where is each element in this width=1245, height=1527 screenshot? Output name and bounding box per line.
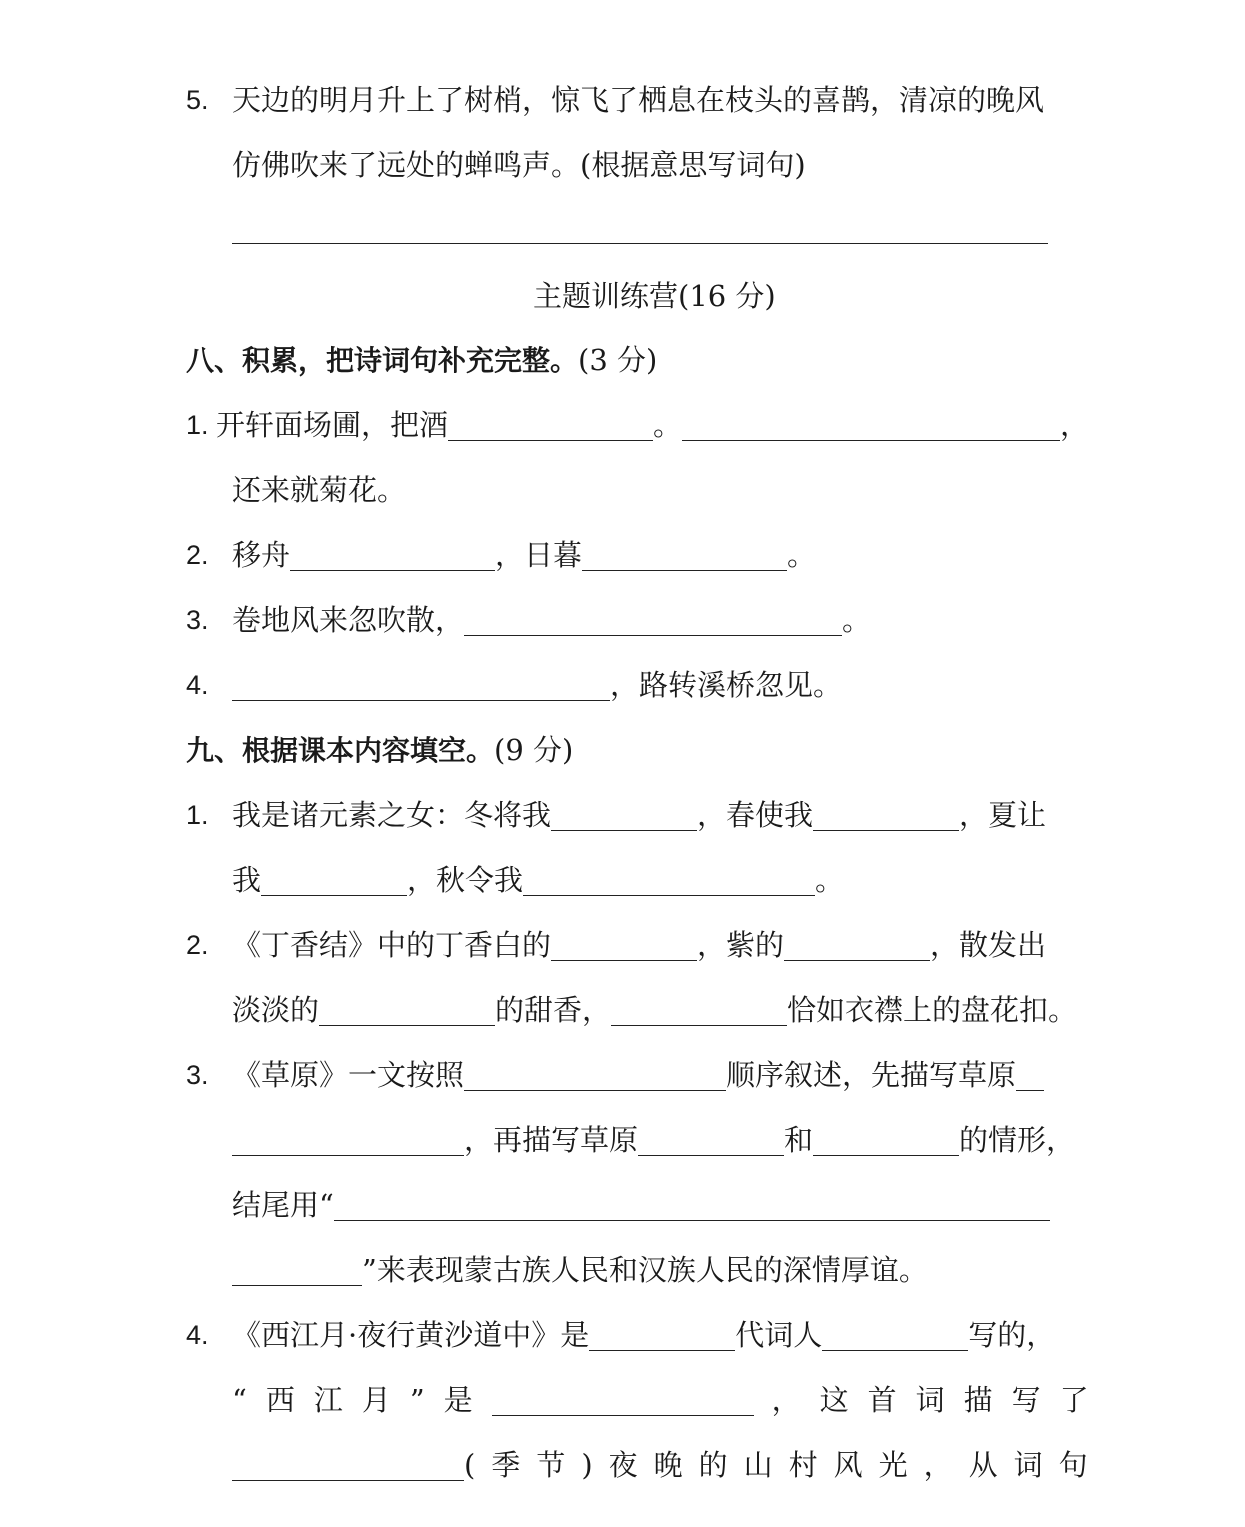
question-number: 2. [186,930,209,960]
question-text: ，紫的 [697,928,785,962]
blank[interactable] [334,1190,1050,1221]
section-8-heading [186,340,657,380]
blank[interactable] [492,1385,754,1416]
punct: 。 [815,863,845,897]
punct: ， [1060,408,1090,442]
question-number: 1. [186,410,209,440]
blank[interactable] [813,1125,959,1156]
blank[interactable] [232,670,610,701]
question-number: 4. [186,1320,209,1350]
question-number: 5. [186,85,209,115]
score: (3 分) [578,343,658,377]
blank[interactable] [582,540,787,571]
blank[interactable] [232,1255,362,1286]
question-text: ，秋令我 [407,863,524,897]
question-text: 我是诸元素之女：冬将我 [232,798,552,832]
blank[interactable] [261,865,407,896]
question-text: 结尾用“ [232,1188,334,1222]
punct: 。 [787,538,817,572]
question-text: ，春使我 [697,798,814,832]
question-text: 仿佛吹来了远处的蝉鸣声。(根据意思写词句) [232,148,806,182]
blank[interactable] [611,995,787,1026]
question-number: 3. [186,605,209,635]
question-number: 2. [186,540,209,570]
question-text: (季节)夜晚的山村风光，从词句 [464,1448,1104,1482]
answer-line[interactable] [232,243,1048,244]
question-text: 《丁香结》中的丁香白的 [232,928,552,962]
question-number: 3. [186,1060,209,1090]
heading-text: 八、积累，把诗词句补充完整。 [186,344,579,377]
question-text: ，夏让 [959,798,1047,832]
blank[interactable] [464,605,842,636]
blank[interactable] [551,930,697,961]
question-text: ，日暮 [495,538,583,572]
question-text: 顺序叙述，先描写草原 [726,1058,1017,1092]
blank[interactable] [822,1320,968,1351]
blank[interactable] [1016,1060,1044,1091]
question-number: 4. [186,670,209,700]
question-text: 《西江月·夜行黄沙道中》是 [232,1318,590,1352]
section-title: 主题训练营(16 分) [533,279,776,313]
question-text: 卷地风来忽吹散， [232,603,465,637]
punct: 。 [842,603,872,637]
blank[interactable] [448,410,653,441]
blank[interactable] [682,410,1060,441]
blank[interactable] [551,800,697,831]
heading-text: 九、根据课本内容填空。 [186,734,495,767]
question-text: 我 [232,863,262,897]
question-text: 写的， [968,1318,1056,1352]
blank[interactable] [638,1125,784,1156]
blank[interactable] [290,540,495,571]
blank[interactable] [319,995,495,1026]
question-text: ”来表现蒙古族人民和汉族人民的深情厚谊。 [362,1253,928,1287]
blank[interactable] [232,1450,464,1481]
question-text: 的情形， [959,1123,1076,1157]
question-text: ，路转溪桥忽见。 [610,668,843,702]
blank[interactable] [464,1060,726,1091]
question-text: ，这首词描写了 [771,1383,1108,1417]
question-text: 开轩面场圃，把酒 [216,408,449,442]
section-9-heading [186,730,573,770]
question-text: 移舟 [232,538,291,572]
blank[interactable] [784,930,930,961]
blank[interactable] [523,865,815,896]
question-text: 的甜香， [495,993,612,1027]
question-text: “西江月”是 [232,1383,492,1417]
punct: 。 [653,408,683,442]
question-text: ，散发出 [930,928,1047,962]
blank[interactable] [813,800,959,831]
score: (9 分) [494,733,574,767]
question-text: 和 [784,1123,814,1157]
question-text: ，再描写草原 [464,1123,639,1157]
question-text: 淡淡的 [232,993,320,1027]
question-text: 天边的明月升上了树梢，惊飞了栖息在枝头的喜鹊，清凉的晚风 [232,83,1045,117]
question-text: 恰如衣襟上的盘花扣。 [787,993,1078,1027]
question-text: 代词人 [735,1318,823,1352]
question-text: 《草原》一文按照 [232,1058,465,1092]
blank[interactable] [589,1320,735,1351]
question-number: 1. [186,800,209,830]
blank[interactable] [232,1125,464,1156]
question-text: 还来就菊花。 [232,473,407,507]
